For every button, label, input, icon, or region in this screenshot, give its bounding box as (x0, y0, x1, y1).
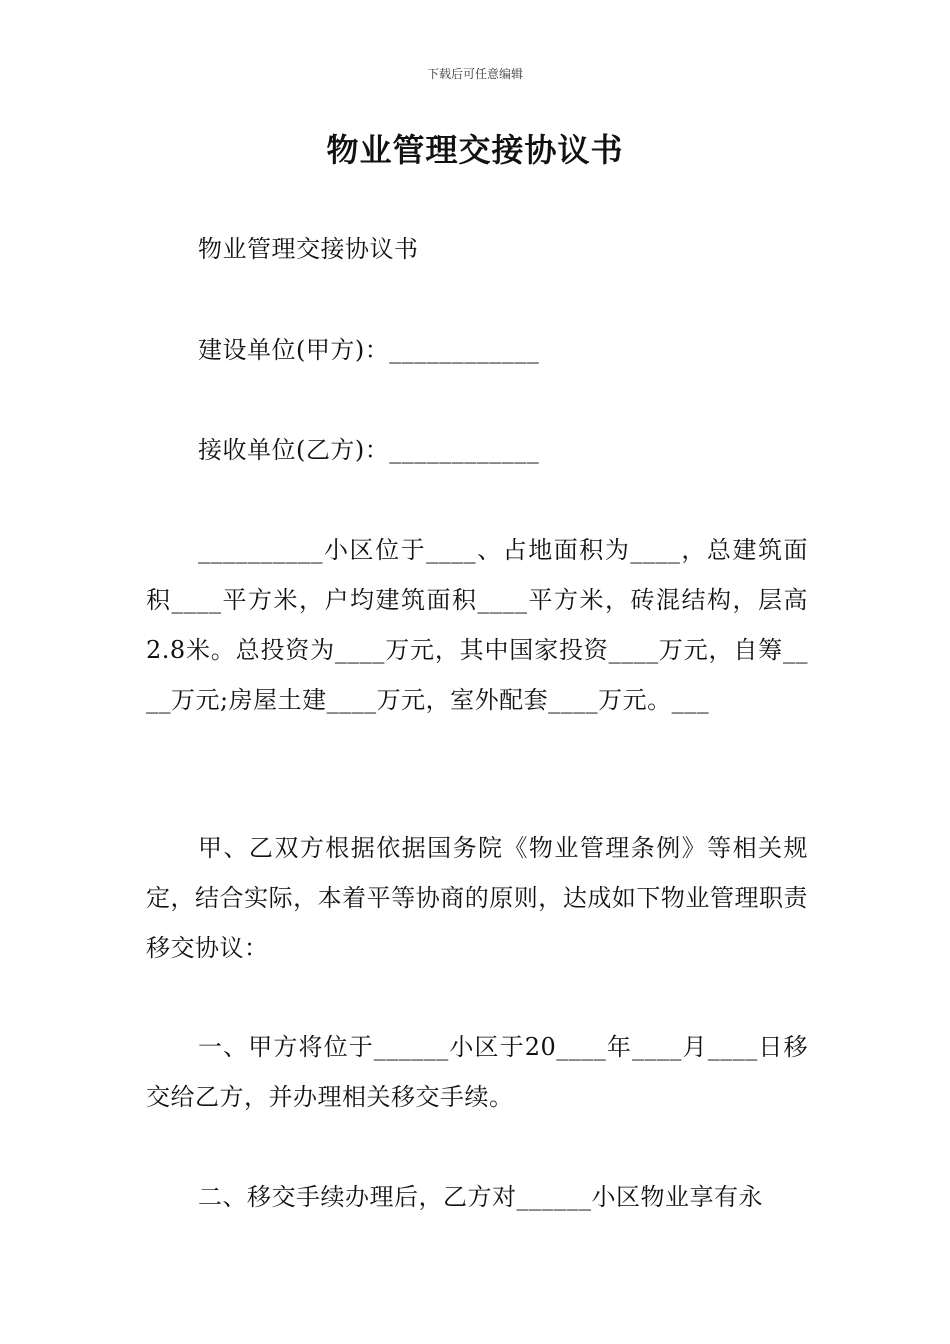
paragraph-subtitle (146, 224, 808, 274)
paragraph-text: __________小区位于____、占地面积为____，总建筑面积____平方米，户均建筑面积____平方米，砖混结构，层高2.8米。总投资为____万元，其中国家投资____万元，自筹____万元;房屋土建____万元，室外配套____万元。___ (146, 536, 808, 714)
paragraph-text: 物业管理交接协议书 (198, 235, 419, 263)
paragraph-basis (146, 823, 808, 973)
paragraph-property-overview (146, 525, 808, 725)
header-note: 下载后可任意编辑 (426, 67, 523, 81)
paragraph-text: 接收单位(乙方)：____________ (198, 436, 540, 464)
paragraph-clause-1 (146, 1022, 808, 1122)
paragraph-text: 甲、乙双方根据依据国务院《物业管理条例》等相关规定，结合实际，本着平等协商的原则，达成如下物业管理职责移交协议： (146, 834, 808, 962)
paragraph-text: 一、甲方将位于______小区于20____年____月____日移交给乙方，并办理相关移交手续。 (146, 1033, 808, 1111)
paragraph-clause-2 (146, 1172, 808, 1222)
paragraph-text: 建设单位(甲方)：____________ (198, 336, 540, 364)
document-title: 物业管理交接协议书 (326, 131, 624, 169)
paragraph-party-a (146, 325, 808, 375)
paragraph-party-b (146, 425, 808, 475)
paragraph-text: 二、移交手续办理后，乙方对______小区物业享有永 (198, 1183, 763, 1211)
